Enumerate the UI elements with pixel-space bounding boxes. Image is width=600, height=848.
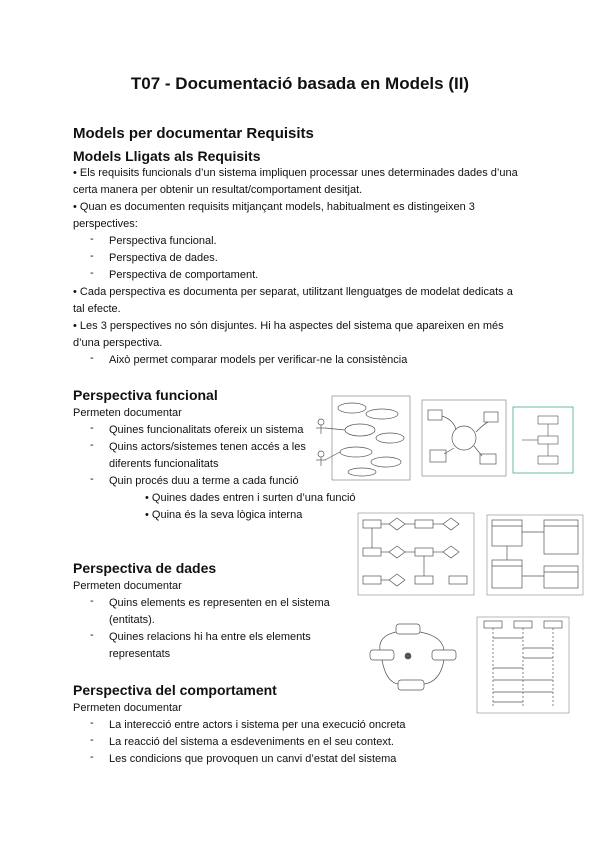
data-item-2-line-2: representats (109, 648, 171, 660)
perspective-item-data: Perspectiva de dades. (109, 252, 218, 264)
paragraph-3-line-2: tal efecte. (73, 303, 121, 315)
activity-diagram-image (512, 406, 574, 474)
functional-item-2-line-1: Quins actors/sistemes tenen accés a les (109, 441, 306, 453)
entity-relationship-diagram-image (357, 512, 475, 596)
functional-subitem-2: • Quina és la seva lògica interna (145, 509, 303, 521)
state-diagram-image (366, 620, 462, 700)
page-title: T07 - Documentació basada en Models (II) (130, 74, 470, 93)
paragraph-1-line-2: certa manera per obtenir un resultat/comportament desitjat. (73, 184, 363, 196)
perspective-item-behaviour: Perspectiva de comportament. (109, 269, 259, 281)
dash-bullet: - (90, 717, 94, 729)
paragraph-2-line-1: • Quan es documenten requisits mitjançant models, habitualment es distingeixen 3 (73, 201, 475, 213)
dash-bullet: - (90, 629, 94, 641)
use-case-diagram-image (312, 392, 416, 484)
heading-behaviour: Perspectiva del comportament (73, 682, 277, 698)
heading-data: Perspectiva de dades (73, 560, 217, 576)
functional-intro: Permeten documentar (73, 407, 182, 419)
functional-subitem-1: • Quines dades entren i surten d’una funció (145, 492, 356, 504)
paragraph-1-line-1: • Els requisits funcionals d’un sistema impliquen processar unes determinades dades d’una (73, 167, 518, 179)
dash-bullet: - (90, 250, 94, 262)
dash-bullet: - (90, 267, 94, 279)
dash-bullet: - (90, 595, 94, 607)
paragraph-2-line-2: perspectives: (73, 218, 138, 230)
section-heading-models: Models per documentar Requisits (73, 125, 314, 142)
functional-item-2-line-2: diferents funcionalitats (109, 458, 219, 470)
behaviour-item-2: La reacció del sistema a esdeveniments en el seu context. (109, 736, 394, 748)
data-intro: Permeten documentar (73, 580, 182, 592)
behaviour-item-3: Les condicions que provoquen un canvi d’estat del sistema (109, 753, 397, 765)
dash-bullet: - (90, 233, 94, 245)
data-item-1-line-2: (entitats). (109, 614, 155, 626)
functional-item-3: Quin procés duu a terme a cada funció (109, 475, 299, 487)
behaviour-item-1: La interecció entre actors i sistema per una execució oncreta (109, 719, 406, 731)
data-item-1-line-1: Quins elements es representen en el sistema (109, 597, 330, 609)
dash-bullet: - (90, 422, 94, 434)
dash-bullet: - (90, 734, 94, 746)
dash-bullet: - (90, 473, 94, 485)
perspective-item-functional: Perspectiva funcional. (109, 235, 217, 247)
subheading-models-lligats: Models Lligats als Requisits (73, 148, 261, 164)
sequence-diagram-image (476, 616, 570, 714)
heading-functional: Perspectiva funcional (73, 387, 218, 403)
dash-bullet: - (90, 751, 94, 763)
behaviour-intro: Permeten documentar (73, 702, 182, 714)
class-diagram-image (486, 514, 584, 596)
context-diagram-image (420, 398, 508, 478)
consistency-note: Això permet comparar models per verificar-ne la consistència (109, 354, 408, 366)
dash-bullet: - (90, 352, 94, 364)
paragraph-4-line-2: d’una perspectiva. (73, 337, 163, 349)
paragraph-3-line-1: • Cada perspectiva es documenta per separat, utilitzant llenguatges de modelat dedicats a (73, 286, 513, 298)
data-item-2-line-1: Quines relacions hi ha entre els elements (109, 631, 311, 643)
paragraph-4-line-1: • Les 3 perspectives no són disjuntes. Hi ha aspectes del sistema que apareixen en més (73, 320, 504, 332)
dash-bullet: - (90, 439, 94, 451)
functional-item-1: Quines funcionalitats ofereix un sistema (109, 424, 304, 436)
